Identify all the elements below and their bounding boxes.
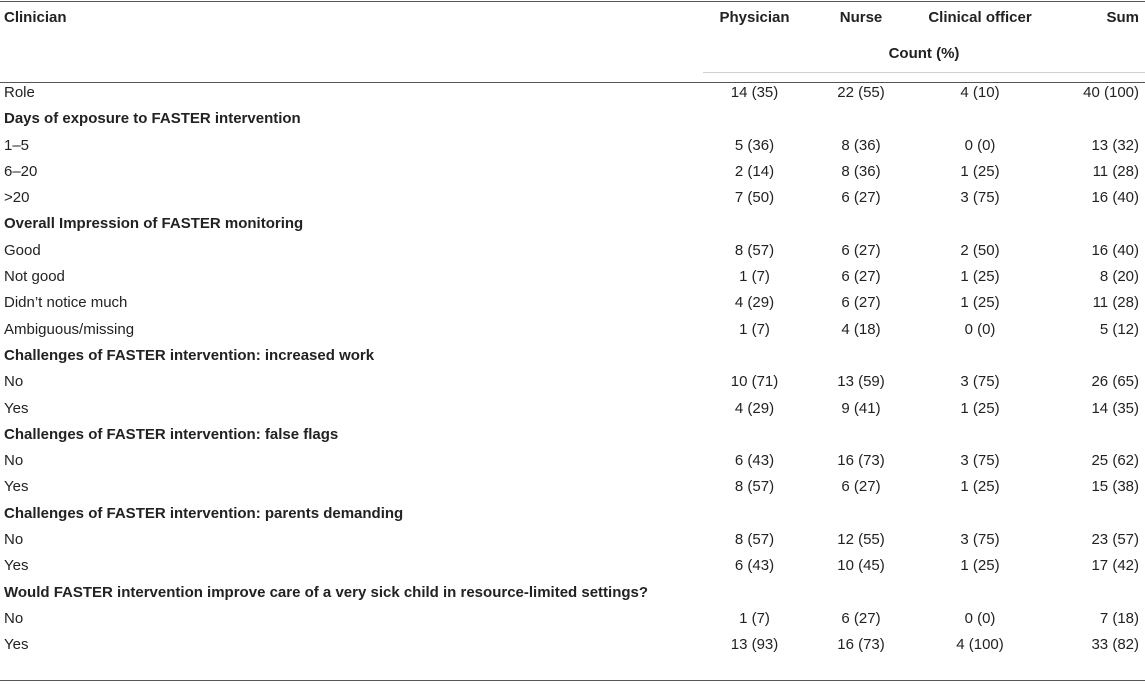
cell-sum: 26 (65) <box>1091 373 1139 391</box>
cell-clinical-officer: 0 (0) <box>964 136 996 154</box>
section-row <box>0 343 1145 369</box>
table-row <box>0 369 1145 395</box>
cell-sum: 15 (38) <box>1091 478 1139 496</box>
cell-nurse: 16 (73) <box>837 452 885 470</box>
row-label: >20 <box>4 189 30 207</box>
table-body <box>0 80 1145 659</box>
cell-nurse: 12 (55) <box>837 531 885 549</box>
cell-clinical-officer: 4 (100) <box>956 636 1004 654</box>
cell-nurse: 6 (27) <box>841 478 881 496</box>
table-row <box>0 606 1145 632</box>
table-row <box>0 448 1145 474</box>
cell-clinical-officer: 1 (25) <box>960 294 1000 312</box>
cell-nurse: 22 (55) <box>837 84 885 101</box>
table-row <box>0 80 1145 106</box>
cell-physician: 14 (35) <box>730 84 779 101</box>
cell-physician: 5 (36) <box>734 136 775 154</box>
cell-nurse: 9 (41) <box>841 399 881 417</box>
cell-sum: 7 (18) <box>1099 609 1139 627</box>
cell-sum: 17 (42) <box>1091 557 1139 575</box>
cell-sum: 16 (40) <box>1091 241 1139 259</box>
row-label: 6–20 <box>4 162 38 180</box>
cell-clinical-officer: 3 (75) <box>960 452 1000 470</box>
cell-clinical-officer: 1 (25) <box>960 268 1000 286</box>
cell-nurse: 13 (59) <box>837 373 885 391</box>
row-label: No <box>4 452 24 470</box>
cell-clinical-officer: 1 (25) <box>960 162 1000 180</box>
cell-physician: 1 (7) <box>739 268 770 286</box>
row-label: Not good <box>4 268 65 286</box>
row-label: Didn’t notice much <box>4 294 128 312</box>
unit-row <box>0 35 1145 72</box>
cell-sum: 16 (40) <box>1091 189 1139 207</box>
section-row <box>0 422 1145 448</box>
cell-nurse: 6 (27) <box>841 268 881 286</box>
table-row <box>0 527 1145 553</box>
cell-nurse: 8 (36) <box>841 136 881 154</box>
cell-sum: 8 (20) <box>1099 268 1139 286</box>
table-row <box>0 159 1145 185</box>
cell-sum: 40 (100) <box>1083 84 1139 101</box>
cell-nurse: 6 (27) <box>841 241 881 259</box>
cell-physician: 2 (14) <box>734 162 775 180</box>
cell-clinical-officer: 0 (0) <box>964 320 996 338</box>
cell-clinical-officer: 1 (25) <box>960 557 1000 575</box>
cell-physician: 8 (57) <box>734 531 775 549</box>
row-label: Yes <box>4 557 29 575</box>
cell-physician: 6 (43) <box>734 452 775 470</box>
cell-clinical-officer: 1 (25) <box>960 478 1000 496</box>
cell-nurse: 6 (27) <box>841 189 881 207</box>
cell-physician: 8 (57) <box>734 478 775 496</box>
table-row <box>0 185 1145 211</box>
section-label: Challenges of FASTER intervention: increased work <box>4 346 375 364</box>
cell-sum: 14 (35) <box>1091 399 1139 417</box>
cell-sum: 11 (28) <box>1092 162 1139 180</box>
table-row <box>0 396 1145 422</box>
section-label: Would FASTER intervention improve care of a very sick child in resource-limited settings? <box>4 583 649 601</box>
cell-nurse: 8 (36) <box>841 162 881 180</box>
section-row <box>0 106 1145 132</box>
cell-physician: 6 (43) <box>734 557 775 575</box>
unit-label: Count (%) <box>888 45 960 62</box>
section-label: Challenges of FASTER intervention: parents demanding <box>4 504 404 522</box>
cell-sum: 33 (82) <box>1091 636 1139 654</box>
cell-nurse: 6 (27) <box>841 609 881 627</box>
cell-physician: 7 (50) <box>734 189 775 207</box>
cell-physician: 10 (71) <box>730 373 779 391</box>
cell-clinical-officer: 1 (25) <box>960 399 1000 417</box>
section-row <box>0 501 1145 527</box>
header-row <box>0 0 1145 35</box>
cell-clinical-officer: 3 (75) <box>960 373 1000 391</box>
cell-clinical-officer: 0 (0) <box>964 609 996 627</box>
cell-sum: 13 (32) <box>1091 136 1139 154</box>
section-label: Overall Impression of FASTER monitoring <box>4 215 304 233</box>
table-row <box>0 238 1145 264</box>
cell-nurse: 10 (45) <box>837 557 885 575</box>
row-label: 1–5 <box>4 136 30 154</box>
section-label: Challenges of FASTER intervention: false flags <box>4 425 339 443</box>
bottom-rule <box>0 680 1145 681</box>
cell-sum: 11 (28) <box>1092 294 1139 312</box>
row-label: Yes <box>4 478 29 496</box>
header-clinician: Clinician <box>4 9 67 26</box>
cell-nurse: 16 (73) <box>837 636 885 654</box>
header-physician: Physician <box>719 9 790 26</box>
table-row <box>0 474 1145 500</box>
cell-physician: 4 (29) <box>734 294 775 312</box>
table-row <box>0 553 1145 579</box>
row-label: Yes <box>4 399 29 417</box>
section-row <box>0 580 1145 606</box>
table-row <box>0 133 1145 159</box>
cell-clinical-officer: 3 (75) <box>960 189 1000 207</box>
table-row <box>0 290 1145 316</box>
cell-physician: 1 (7) <box>739 320 770 338</box>
header-nurse: Nurse <box>839 9 883 26</box>
cell-nurse: 6 (27) <box>841 294 881 312</box>
cell-physician: 4 (29) <box>734 399 775 417</box>
cell-clinical-officer: 4 (10) <box>960 84 1000 101</box>
row-label: No <box>4 609 24 627</box>
table-row <box>0 317 1145 343</box>
cell-clinical-officer: 2 (50) <box>960 241 1000 259</box>
cell-clinical-officer: 3 (75) <box>960 531 1000 549</box>
cell-physician: 8 (57) <box>734 241 775 259</box>
row-label: No <box>4 373 24 391</box>
cell-sum: 5 (12) <box>1099 320 1139 338</box>
cell-sum: 23 (57) <box>1091 531 1139 549</box>
table-row <box>0 632 1145 658</box>
row-label: Role <box>4 84 35 101</box>
row-label: Yes <box>4 636 29 654</box>
header-sum: Sum <box>1106 9 1139 26</box>
header-clinical-officer: Clinical officer <box>928 9 1032 26</box>
row-label: No <box>4 531 24 549</box>
table-row <box>0 264 1145 290</box>
cell-physician: 1 (7) <box>739 609 770 627</box>
cell-physician: 13 (93) <box>730 636 779 654</box>
section-row <box>0 211 1145 237</box>
section-label: Days of exposure to FASTER intervention <box>4 110 301 128</box>
row-label: Good <box>4 241 41 259</box>
cell-sum: 25 (62) <box>1091 452 1139 470</box>
cell-nurse: 4 (18) <box>841 320 881 338</box>
row-label: Ambiguous/missing <box>4 320 135 338</box>
